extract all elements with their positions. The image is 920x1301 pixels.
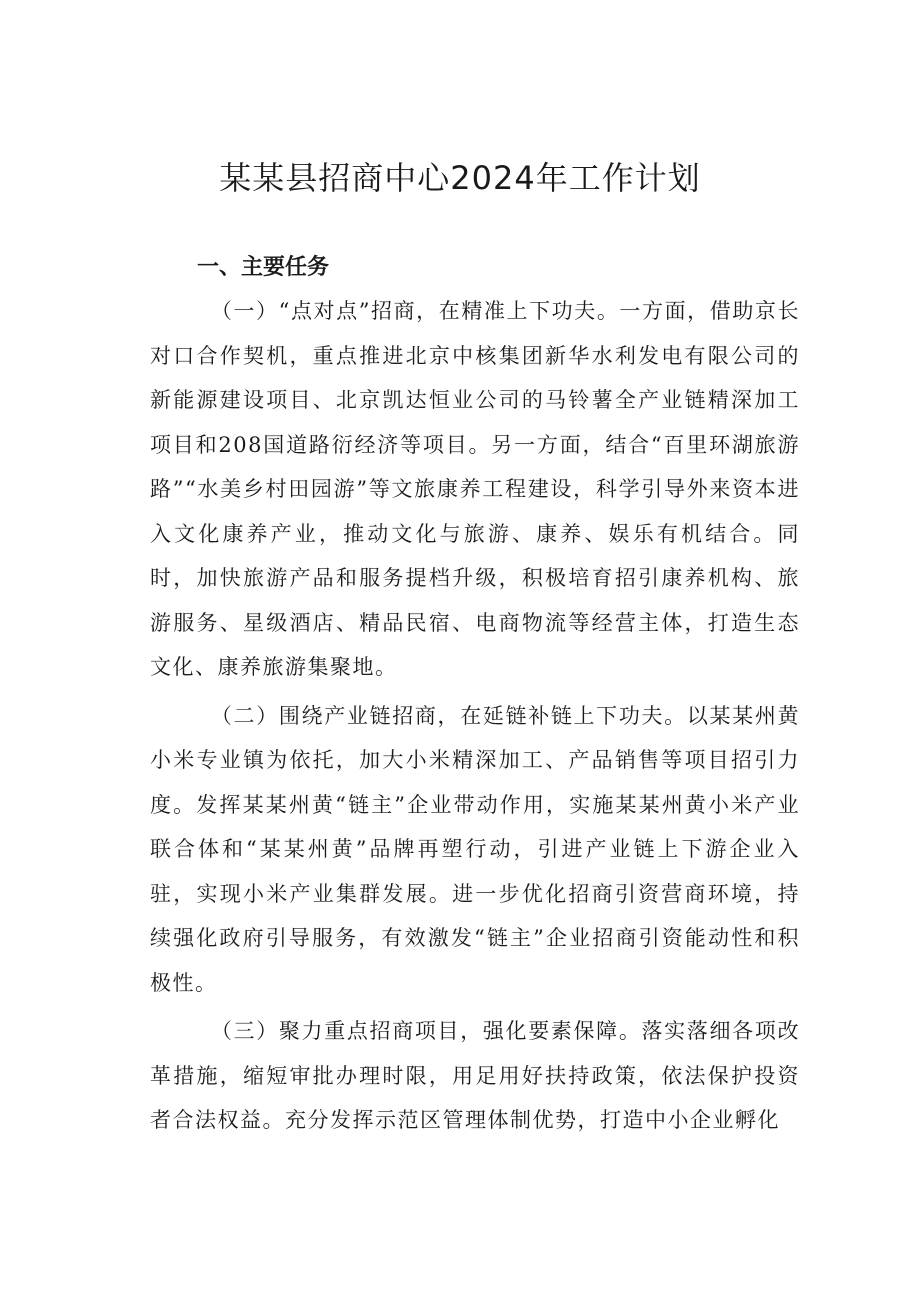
section-heading: 一、主要任务 [197, 255, 330, 280]
paragraph-3: （三）聚力重点招商项目，强化要素保障。落实落细各项改革措施，缩短审批办理时限，用足用好扶持政策，依法保护投资者合法权益。充分发挥示范区管理体制优势，打造中小企业孵化 [150, 1019, 800, 1132]
document-title: 某某县招商中心2024年工作计划 [219, 159, 701, 197]
paragraph-1: （一）“点对点”招商，在精准上下功夫。一方面，借助京长对口合作契机，重点推进北京中核集团新华水利发电有限公司的新能源建设项目、北京凯达恒业公司的马铃薯全产业链精深加工项目和208国道路衍经济等项目。另一方面，结合“百里环湖旅游路”“水美乡村田园游”等文旅康养工程建设，科学引导外来资本进入文化康养产业，推动文化与旅游、康养、娱乐有机结合。同时，加快旅游产品和服务提档升级，积极培育招引康养机构、旅游服务、星级酒店、精品民宿、电商物流等经营主体，打造生态文化、康养旅游集聚地。 [150, 299, 800, 679]
paragraph-2: （二）围绕产业链招商，在延链补链上下功夫。以某某州黄小米专业镇为依托，加大小米精深加工、产品销售等项目招引力度。发挥某某州黄“链主”企业带动作用，实施某某州黄小米产业联合体和“某某州黄”品牌再塑行动，引进产业链上下游企业入驻，实现小米产业集群发展。进一步优化招商引资营商环境，持续强化政府引导服务，有效激发“链主”企业招商引资能动性和积极性。 [150, 703, 800, 995]
document-body [150, 289, 800, 1147]
